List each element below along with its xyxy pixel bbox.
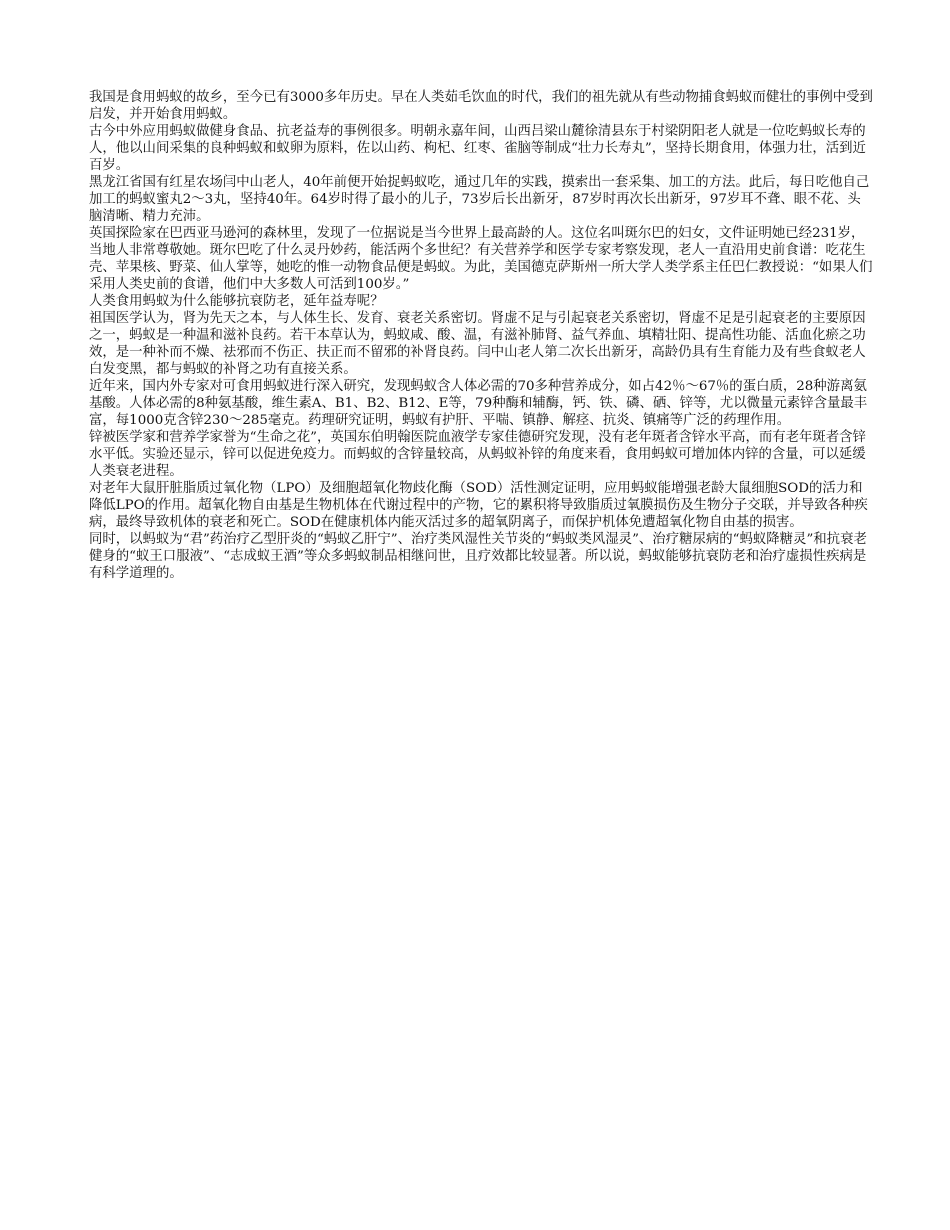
- paragraph-10: 同时，以蚂蚁为“君”药治疗乙型肝炎的“蚂蚁乙肝宁”、治疗类风湿性关节炎的“蚂蚁类风湿灵”、治疗糖尿病的“蚂蚁降糖灵”和抗衰老健身的“蚁王口服液”、“志成蚁王酒”等众多蚂蚁制品相继问世，且疗效都比较显著。所以说，蚂蚁能够抗衰防老和治疗虚损性疾病是有科学道理的。: [89, 532, 867, 581]
- paragraph-3: 黑龙江省国有红星农场闫中山老人，40年前便开始捉蚂蚁吃，通过几年的实践，摸索出一套采集、加工的方法。此后，每日吃他自己加工的蚂蚁蜜丸2～3丸，坚持40年。64岁时得了最小的儿子，73岁后长出新牙，87岁时再次长出新牙，97岁耳不聋、眼不花、头脑清晰、精力充沛。: [89, 175, 870, 224]
- paragraph-8: 锌被医学家和营养学家誉为“生命之花”，英国东伯明翰医院血液学专家佳德研究发现，没有老年斑者含锌水平高，而有老年斑者含锌水平低。实验还显示，锌可以促进免疫力。而蚂蚁的含锌量较高，从蚂蚁补锌的角度来看，食用蚂蚁可增加体内锌的含量，可以延缓人类衰老进程。: [89, 430, 866, 479]
- paragraph-5: 人类食用蚂蚁为什么能够抗衰防老，延年益寿呢？: [89, 294, 384, 309]
- paragraph-2: 古今中外应用蚂蚁做健身食品、抗老益寿的事例很多。明朝永嘉年间，山西吕梁山麓徐清县东于村梁阴阳老人就是一位吃蚂蚁长寿的人，他以山间采集的良种蚂蚁和蚁卵为原料，佐以山药、枸杞、红枣、雀脑等制成“壮力长寿丸”，坚持长期食用，体强力壮，活到近百岁。: [89, 124, 866, 173]
- paragraph-9: 对老年大鼠肝脏脂质过氧化物（LPO）及细胞超氧化物歧化酶（SOD）活性测定证明，应用蚂蚁能增强老龄大鼠细胞SOD的活力和降低LPO的作用。超氧化物自由基是生物机体在代谢过程中的产物，它的累积将导致脂质过氧膜损伤及生物分子交联，并导致各种疾病，最终导致机体的衰老和死亡。SOD在健康机体内能灭活过多的超氧阴离子，而保护机体免遭超氧化物自由基的损害。: [89, 481, 868, 530]
- paragraph-4: 英国探险家在巴西亚马逊河的森林里，发现了一位据说是当今世界上最高龄的人。这位名叫斑尔巴的妇女，文件证明她已经231岁，当地人非常尊敬她。斑尔巴吃了什么灵丹妙药，能活两个多世纪？有关营养学和医学专家考察发现，老人一直沿用史前食谱：吃花生壳、苹果核、野菜、仙人掌等，她吃的惟一动物食品便是蚂蚁。为此，美国德克萨斯州一所大学人类学系主任巴仁教授说：“如果人们采用人类史前的食谱，他们中大多数人可活到100岁。”: [89, 226, 873, 292]
- article-body: [89, 89, 874, 582]
- paragraph-1: 我国是食用蚂蚁的故乡，至今已有3000多年历史。早在人类茹毛饮血的时代，我们的祖先就从有些动物捕食蚂蚁而健壮的事例中受到启发，并开始食用蚂蚁。: [89, 90, 873, 122]
- paragraph-7: 近年来，国内外专家对可食用蚂蚁进行深入研究，发现蚂蚁含人体必需的70多种营养成分，如占42％～67％的蛋白质，28种游离氨基酸。人体必需的8种氨基酸，维生素A、B1、B2、B12、E等，79种酶和辅酶，钙、铁、磷、硒、锌等，尤以微量元素锌含量最丰富，每1000克含锌230～285毫克。药理研究证明，蚂蚁有护肝、平喘、镇静、解痉、抗炎、镇痛等广泛的药理作用。: [89, 379, 868, 428]
- paragraph-6: 祖国医学认为，肾为先天之本，与人体生长、发育、衰老关系密切。肾虚不足与引起衰老关系密切，肾虚不足是引起衰老的主要原因之一，蚂蚁是一种温和滋补良药。若干本草认为，蚂蚁咸、酸、温，有滋补肺肾、益气养血、填精壮阳、提高性功能、活血化瘀之功效，是一种补而不燥、祛邪而不伤正、扶正而不留邪的补肾良药。闫中山老人第二次长出新牙，高龄仍具有生育能力及有些食蚁老人白发变黑，都与蚂蚁的补肾之功有直接关系。: [89, 311, 866, 377]
